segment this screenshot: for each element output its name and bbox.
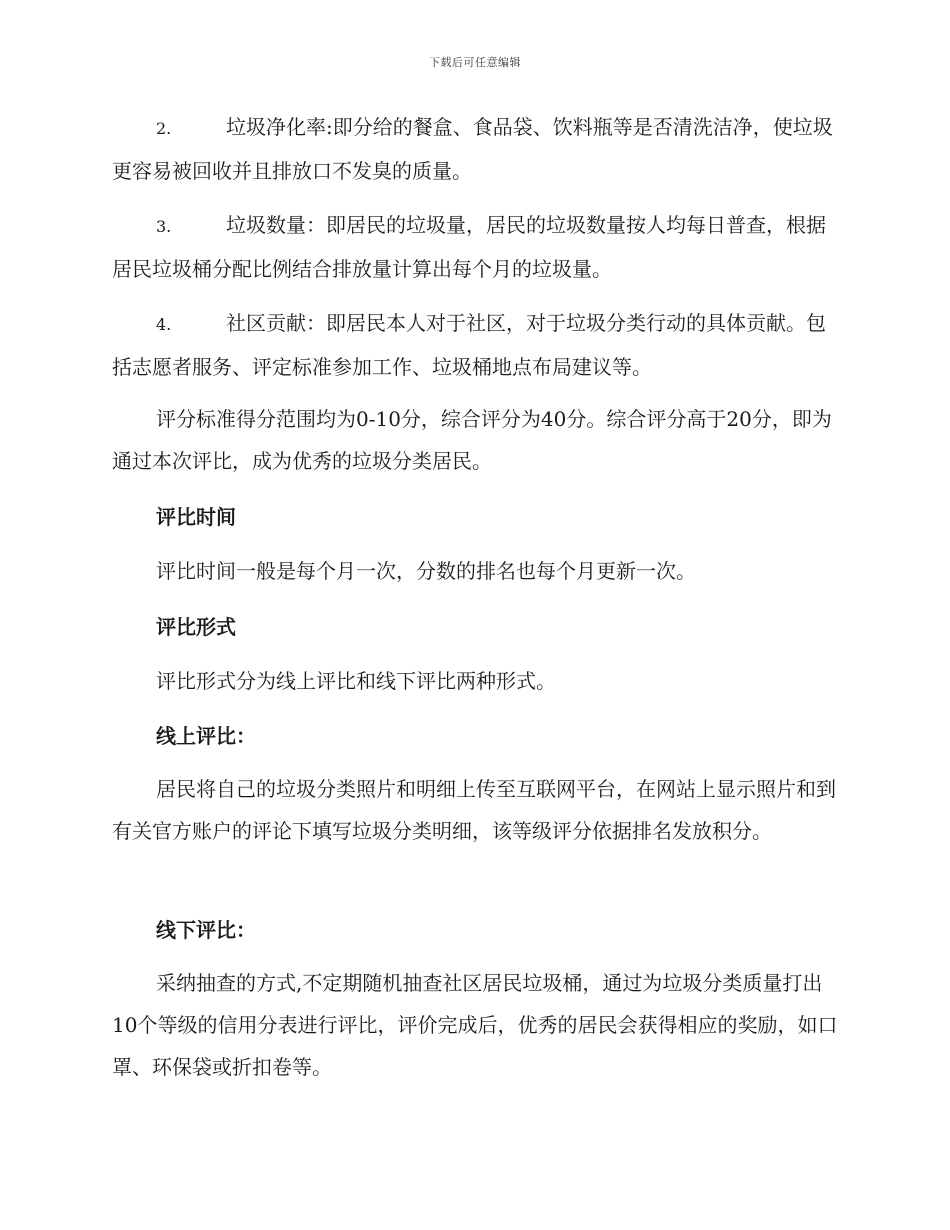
time-heading: 评比时间 <box>156 505 236 529</box>
list-number: 2. <box>156 119 172 138</box>
list-item-4 <box>112 302 838 388</box>
list-number: 3. <box>156 217 172 236</box>
list-number: 4. <box>156 315 172 334</box>
list-text: 垃圾数量：即居民的垃圾量，居民的垃圾数量按人均每日普查，根据居民垃圾桶分配比例结合排放量计算出每个月的垃圾量。 <box>112 213 826 281</box>
list-text: 垃圾净化率:即分给的餐盒、食品袋、饮料瓶等是否清洗洁净，使垃圾更容易被回收并且排放口不发臭的质量。 <box>112 115 833 183</box>
online-heading: 线上评比： <box>156 724 256 748</box>
page-header: 下载后可任意编辑 <box>429 56 521 69</box>
list-item-2 <box>112 106 838 192</box>
offline-heading: 线下评比： <box>156 918 256 942</box>
form-paragraph: 评比形式分为线上评比和线下评比两种形式。 <box>156 669 556 693</box>
form-heading: 评比形式 <box>156 615 236 639</box>
time-paragraph: 评比时间一般是每个月一次，分数的排名也每个月更新一次。 <box>156 559 696 583</box>
list-text: 社区贡献：即居民本人对于社区，对于垃圾分类行动的具体贡献。包括志愿者服务、评定标准参加工作、垃圾桶地点布局建议等。 <box>112 311 826 379</box>
scoring-paragraph: 评分标准得分范围均为0-10分，综合评分为40分。综合评分高于20分，即为通过本次评比，成为优秀的垃圾分类居民。 <box>112 407 832 473</box>
online-paragraph: 居民将自己的垃圾分类照片和明细上传至互联网平台，在网站上显示照片和到有关官方账户的评论下填写垃圾分类明细，该等级评分依据排名发放积分。 <box>112 777 836 843</box>
list-item-3 <box>112 204 838 290</box>
offline-paragraph: 采纳抽查的方式,不定期随机抽查社区居民垃圾桶，通过为垃圾分类质量打出10个等级的信用分表进行评比，评价完成后，优秀的居民会获得相应的奖励，如口罩、环保袋或折扣卷等。 <box>112 971 838 1079</box>
